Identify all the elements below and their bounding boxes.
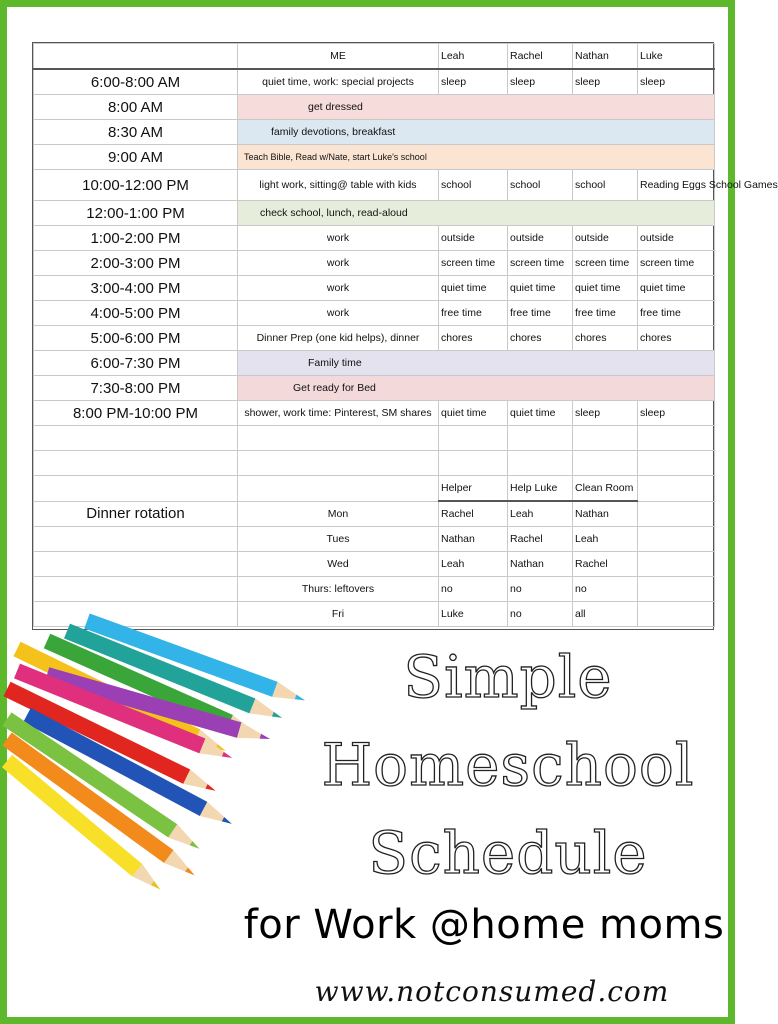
table-row bbox=[34, 376, 715, 401]
nathan-cell: quiet time bbox=[573, 276, 638, 301]
time-cell: 1:00-2:00 PM bbox=[34, 226, 238, 251]
header-luke: Luke bbox=[638, 44, 715, 70]
table-row bbox=[34, 326, 715, 351]
rotation-cell: Rachel bbox=[439, 501, 508, 527]
header-row bbox=[34, 44, 715, 70]
rachel-cell: free time bbox=[508, 301, 573, 326]
rachel-cell: chores bbox=[508, 326, 573, 351]
me-cell: work bbox=[238, 226, 439, 251]
table-row bbox=[34, 95, 715, 120]
rotation-cell: no bbox=[573, 577, 638, 602]
time-cell: 6:00-7:30 PM bbox=[34, 351, 238, 376]
time-cell: 5:00-6:00 PM bbox=[34, 326, 238, 351]
table-row bbox=[34, 201, 715, 226]
rachel-cell: quiet time bbox=[508, 401, 573, 426]
time-cell: 7:30-8:00 PM bbox=[34, 376, 238, 401]
me-cell: work bbox=[238, 251, 439, 276]
me-cell: light work, sitting@ table with kids bbox=[238, 170, 439, 201]
header-leah: Leah bbox=[439, 44, 508, 70]
devotions-band: family devotions, breakfast bbox=[238, 120, 715, 145]
bed-band: Get ready for Bed bbox=[238, 376, 715, 401]
rotation-cell: Nathan bbox=[573, 501, 638, 527]
time-cell: 4:00-5:00 PM bbox=[34, 301, 238, 326]
luke-cell: sleep bbox=[638, 401, 715, 426]
luke-cell: outside bbox=[638, 226, 715, 251]
rotation-day: Wed bbox=[238, 552, 439, 577]
leah-cell: screen time bbox=[439, 251, 508, 276]
schedule-table bbox=[33, 43, 778, 627]
rotation-cell: Rachel bbox=[573, 552, 638, 577]
subtitle: for Work @home moms bbox=[243, 902, 725, 948]
colored-pencils-image bbox=[7, 627, 297, 857]
header-nathan: Nathan bbox=[573, 44, 638, 70]
rotation-day: Fri bbox=[238, 602, 439, 627]
me-cell: quiet time, work: special projects bbox=[238, 69, 439, 95]
rotation-cell: Leah bbox=[508, 501, 573, 527]
rotation-day: Thurs: leftovers bbox=[238, 577, 439, 602]
family-band: Family time bbox=[238, 351, 715, 376]
nathan-cell: screen time bbox=[573, 251, 638, 276]
luke-cell: sleep bbox=[638, 69, 715, 95]
nathan-cell: sleep bbox=[573, 69, 638, 95]
title-line-1: Simple bbox=[403, 643, 613, 711]
table-row bbox=[34, 145, 715, 170]
rachel-cell: outside bbox=[508, 226, 573, 251]
rotation-row bbox=[34, 552, 715, 577]
me-cell: shower, work time: Pinterest, SM shares bbox=[238, 401, 439, 426]
me-cell: work bbox=[238, 276, 439, 301]
teach-band: Teach Bible, Read w/Nate, start Luke's school bbox=[238, 145, 715, 170]
nathan-cell: school bbox=[573, 170, 638, 201]
rotation-header-clean-room: Clean Room bbox=[573, 476, 638, 502]
header-me: ME bbox=[238, 44, 439, 70]
rotation-cell: Leah bbox=[573, 527, 638, 552]
rotation-label: Dinner rotation bbox=[34, 501, 238, 527]
rotation-cell: all bbox=[573, 602, 638, 627]
luke-cell: screen time bbox=[638, 251, 715, 276]
leah-cell: sleep bbox=[439, 69, 508, 95]
table-row bbox=[34, 401, 715, 426]
rachel-cell: quiet time bbox=[508, 276, 573, 301]
time-cell: 8:00 PM-10:00 PM bbox=[34, 401, 238, 426]
leah-cell: quiet time bbox=[439, 401, 508, 426]
table-row bbox=[34, 301, 715, 326]
rachel-cell: sleep bbox=[508, 69, 573, 95]
title-line-2: Homeschool bbox=[321, 731, 695, 799]
rotation-cell: Rachel bbox=[508, 527, 573, 552]
schedule-sheet bbox=[32, 42, 778, 630]
table-row bbox=[34, 226, 715, 251]
time-cell: 12:00-1:00 PM bbox=[34, 201, 238, 226]
leah-cell: quiet time bbox=[439, 276, 508, 301]
rotation-header-row bbox=[34, 476, 715, 502]
leah-cell: school bbox=[439, 170, 508, 201]
rotation-header-blank bbox=[238, 476, 439, 502]
time-cell: 2:00-3:00 PM bbox=[34, 251, 238, 276]
empty-row bbox=[34, 451, 715, 476]
rotation-cell: no bbox=[508, 602, 573, 627]
dressed-band: get dressed bbox=[238, 95, 715, 120]
table-row bbox=[34, 120, 715, 145]
time-cell: 6:00-8:00 AM bbox=[34, 69, 238, 95]
nathan-cell: outside bbox=[573, 226, 638, 251]
rotation-row bbox=[34, 501, 715, 527]
time-cell: 8:00 AM bbox=[34, 95, 238, 120]
time-cell: 10:00-12:00 PM bbox=[34, 170, 238, 201]
luke-cell: chores bbox=[638, 326, 715, 351]
rotation-header-helper: Helper bbox=[439, 476, 508, 502]
nathan-cell: free time bbox=[573, 301, 638, 326]
table-row bbox=[34, 251, 715, 276]
luke-cell: Reading Eggs School Games bbox=[638, 170, 715, 201]
rotation-cell: Nathan bbox=[439, 527, 508, 552]
rotation-day: Tues bbox=[238, 527, 439, 552]
rotation-cell: no bbox=[439, 577, 508, 602]
rotation-day: Mon bbox=[238, 501, 439, 527]
me-cell: Dinner Prep (one kid helps), dinner bbox=[238, 326, 439, 351]
leah-cell: outside bbox=[439, 226, 508, 251]
rotation-header-help-luke: Help Luke bbox=[508, 476, 573, 502]
rotation-cell: Nathan bbox=[508, 552, 573, 577]
rachel-cell: screen time bbox=[508, 251, 573, 276]
nathan-cell: sleep bbox=[573, 401, 638, 426]
table-row bbox=[34, 69, 715, 95]
time-cell: 8:30 AM bbox=[34, 120, 238, 145]
rotation-header-blank bbox=[34, 476, 238, 502]
empty-row bbox=[34, 426, 715, 451]
time-cell: 9:00 AM bbox=[34, 145, 238, 170]
header-rachel: Rachel bbox=[508, 44, 573, 70]
rotation-row bbox=[34, 577, 715, 602]
me-cell: work bbox=[238, 301, 439, 326]
table-row bbox=[34, 276, 715, 301]
time-cell: 3:00-4:00 PM bbox=[34, 276, 238, 301]
rotation-header-blank bbox=[638, 476, 715, 502]
rotation-cell: no bbox=[508, 577, 573, 602]
title-line-3: Schedule bbox=[368, 819, 648, 887]
leah-cell: free time bbox=[439, 301, 508, 326]
table-row bbox=[34, 351, 715, 376]
rotation-cell: Luke bbox=[439, 602, 508, 627]
website-url: www.notconsumed.com bbox=[314, 975, 670, 1008]
leah-cell: chores bbox=[439, 326, 508, 351]
rotation-row bbox=[34, 527, 715, 552]
luke-cell: quiet time bbox=[638, 276, 715, 301]
rotation-cell: Leah bbox=[439, 552, 508, 577]
luke-cell: free time bbox=[638, 301, 715, 326]
nathan-cell: chores bbox=[573, 326, 638, 351]
lunch-band: check school, lunch, read-aloud bbox=[238, 201, 715, 226]
rotation-row bbox=[34, 602, 715, 627]
table-row bbox=[34, 170, 715, 201]
rachel-cell: school bbox=[508, 170, 573, 201]
header-blank bbox=[34, 44, 238, 70]
